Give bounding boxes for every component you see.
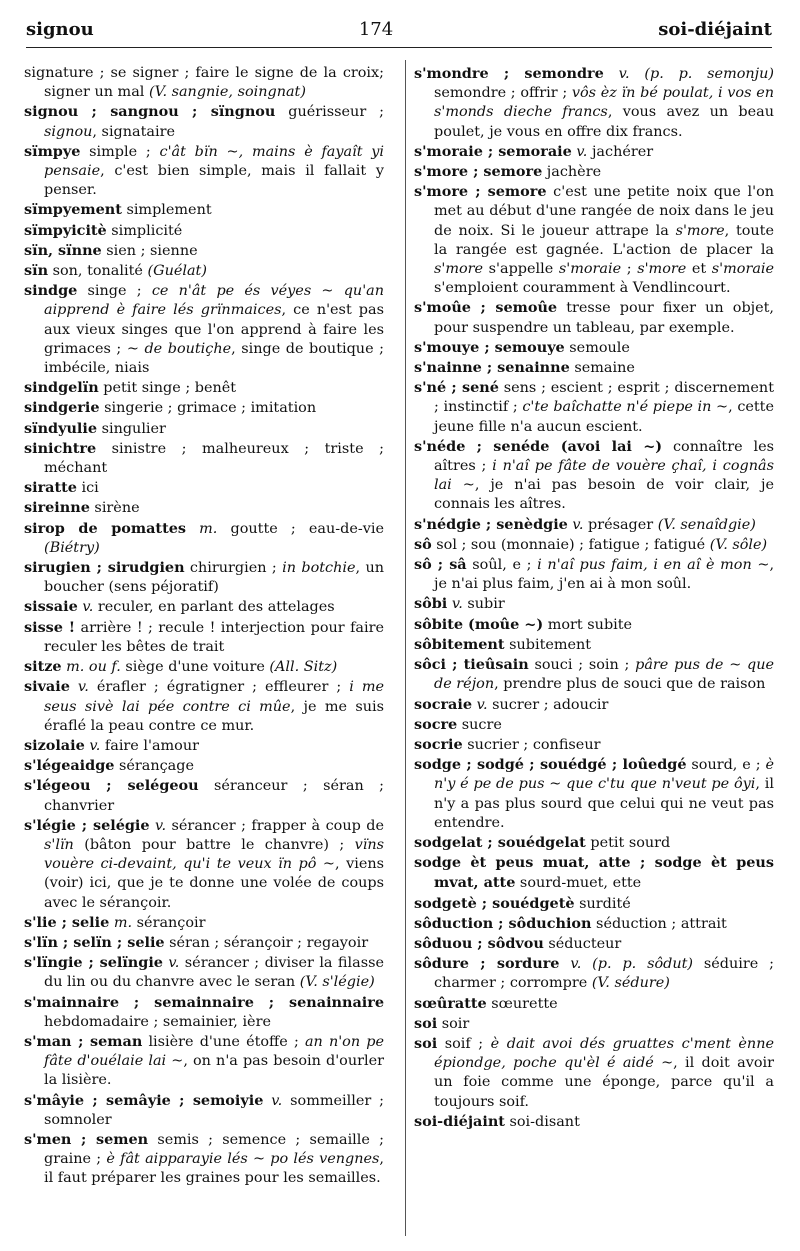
dictionary-entry bbox=[414, 635, 774, 655]
dictionary-entry bbox=[414, 535, 774, 555]
entry-headword: sodgetè ; souédgetè bbox=[414, 894, 575, 912]
entry-italic-text: v. bbox=[168, 955, 180, 972]
entry-headword: s'lïngie ; selïngie bbox=[24, 954, 163, 972]
entry-headword: s'néde ; senéde (avoi lai ~) bbox=[414, 437, 663, 455]
entry-text: , je n'ai pas besoin de voir clair, je connais les aîtres. bbox=[434, 477, 774, 513]
dictionary-entry bbox=[24, 378, 384, 398]
entry-headword: s'mondre ; semondre bbox=[414, 65, 604, 82]
entry-text: chirurgien ; bbox=[184, 560, 283, 577]
entry-headword: sôbite (moûe ~) bbox=[414, 615, 544, 633]
page-number: 174 bbox=[358, 18, 394, 40]
entry-text: , toute la rangée est gagnée. L'action de placer la bbox=[434, 222, 774, 258]
entry-headword: sô ; sâ bbox=[414, 556, 467, 574]
entry-italic-text: (Guélat) bbox=[147, 263, 207, 280]
entry-headword: sodge ; sodgé ; souédgé ; loûedgé bbox=[414, 756, 687, 774]
entry-text: reculer, en parlant des attelages bbox=[93, 599, 335, 616]
dictionary-entry bbox=[414, 715, 774, 735]
column-divider bbox=[405, 60, 406, 1236]
entry-text: sens ; escient ; esprit ; discernement ; instinctif ; bbox=[434, 380, 774, 416]
dictionary-entry bbox=[414, 182, 774, 298]
entry-italic-text: (All. Sitz) bbox=[269, 659, 338, 676]
dictionary-entry bbox=[414, 934, 774, 954]
entry-text: sœurette bbox=[486, 995, 558, 1012]
dictionary-entry bbox=[414, 994, 774, 1014]
entry-italic-text: signou bbox=[44, 123, 93, 140]
dictionary-entry bbox=[414, 833, 774, 853]
entry-text: souci ; soin ; bbox=[528, 657, 636, 674]
left-column bbox=[24, 64, 384, 1189]
dictionary-entry bbox=[24, 398, 384, 418]
entry-italic-text: m. bbox=[199, 520, 218, 537]
entry-text: signature ; se signer ; faire le signe de la croix; signer un mal bbox=[24, 65, 384, 101]
entry-text: séran ; sérançoir ; regayoir bbox=[164, 934, 369, 951]
entry-text: petit singe ; benêt bbox=[98, 380, 237, 397]
dictionary-entry bbox=[24, 281, 384, 378]
entry-headword: s'lie ; selie bbox=[24, 913, 110, 931]
entry-text: soif ; bbox=[437, 1035, 491, 1052]
dictionary-entry bbox=[24, 677, 384, 736]
entry-text: jachérer bbox=[587, 143, 654, 160]
entry-headword: sissaie bbox=[24, 598, 78, 616]
entry-headword: sôci ; tieûsain bbox=[414, 656, 529, 674]
entry-text: s'emploient couramment à Vendlincourt. bbox=[434, 280, 731, 297]
entry-headword: sïndyulie bbox=[24, 419, 98, 437]
entry-text: , il doit avoir un foie comme une éponge, parce qu'il a toujours soif. bbox=[434, 1055, 774, 1110]
entry-headword: sirop de pomattes bbox=[24, 519, 186, 537]
entry-headword: sireinne bbox=[24, 499, 90, 517]
dictionary-entry bbox=[24, 597, 384, 617]
entry-headword: s'mouye ; semouye bbox=[414, 338, 565, 356]
dictionary-entry bbox=[414, 358, 774, 378]
entry-italic-text: v. (p. p. sôdut) bbox=[570, 956, 694, 973]
entry-headword: socre bbox=[414, 715, 458, 733]
entry-text: s'appelle bbox=[483, 261, 559, 278]
entry-italic-text: v. bbox=[476, 696, 488, 713]
dictionary-entry bbox=[414, 954, 774, 993]
entry-italic-text: v. bbox=[451, 596, 463, 613]
entry-headword: sôbi bbox=[414, 595, 448, 613]
entry-text: présager bbox=[583, 516, 658, 533]
entry-headword: soi bbox=[414, 1014, 438, 1032]
entry-italic-text: v. bbox=[576, 143, 588, 160]
entry-headword: s'more ; semore bbox=[414, 183, 547, 201]
entry-text: connaître les aîtres ; bbox=[434, 438, 774, 475]
entry-text: sien ; sienne bbox=[101, 242, 198, 259]
dictionary-entry bbox=[24, 776, 384, 815]
dictionary-entry bbox=[24, 736, 384, 756]
entry-headword: s'lïn ; selïn ; selie bbox=[24, 933, 165, 951]
entry-headword: s'légeou ; selégeou bbox=[24, 777, 199, 795]
entry-text: , c'est bien simple, mais il fallait y penser. bbox=[44, 163, 384, 199]
entry-text: , singe de boutique ; imbécile, niais bbox=[44, 340, 384, 377]
entry-text bbox=[559, 956, 570, 972]
entry-italic-text: in botchie bbox=[282, 560, 356, 577]
entry-text: , un boucher (sens péjoratif) bbox=[44, 560, 384, 596]
entry-headword: sodge èt peus muat, atte ; sodge èt peus mvat, atte bbox=[414, 854, 774, 892]
entry-text: sommeiller ; somnoler bbox=[44, 1092, 384, 1128]
entry-italic-text: ce n'ât pe és véyes ~ qu'an aipprend è faire lés grïnmaices bbox=[44, 283, 384, 319]
dictionary-entry bbox=[24, 439, 384, 478]
dictionary-entry bbox=[24, 618, 384, 657]
dictionary-entry bbox=[24, 756, 384, 776]
entry-text: arrière ! ; recule ! interjection pour faire reculer les bêtes de trait bbox=[44, 619, 384, 655]
entry-text: singerie ; grimace ; imitation bbox=[99, 400, 317, 417]
dictionary-entry bbox=[24, 498, 384, 518]
entry-text: sérancer ; diviser la filasse du lin ou du chanvre avec le seran bbox=[44, 955, 384, 991]
dictionary-entry bbox=[414, 914, 774, 934]
entry-text: , prendre plus de souci que de raison bbox=[494, 676, 766, 693]
entry-headword: socraie bbox=[414, 695, 472, 713]
entry-italic-text: vïns vouère ci-devaint, qu'i te veux ïn pô ~ bbox=[44, 836, 384, 873]
entry-text: , ce n'est pas aux vieux singes que l'on apprend à faire les grimaces ; bbox=[44, 302, 384, 357]
entry-headword: sindgerie bbox=[24, 399, 100, 417]
dictionary-entry bbox=[24, 102, 384, 141]
dictionary-entry bbox=[24, 241, 384, 261]
dictionary-entry bbox=[24, 221, 384, 241]
entry-text: simplicité bbox=[106, 222, 183, 239]
entry-text: siège d'une voiture bbox=[120, 659, 270, 676]
entry-italic-text: v. bbox=[155, 817, 167, 834]
entry-italic-text: (V. s'légie) bbox=[299, 974, 375, 991]
header-last-entry: soi-diéjaint bbox=[658, 18, 772, 40]
dictionary-entry bbox=[24, 953, 384, 992]
entry-headword: s'men ; semen bbox=[24, 1130, 149, 1148]
entry-text: sol ; sou (monnaie) ; fatigue ; fatigué bbox=[431, 536, 710, 553]
entry-text: surdité bbox=[574, 895, 631, 912]
entry-headword: s'mâyie ; semâyie ; semoiyie bbox=[24, 1091, 264, 1109]
entry-italic-text: (V. sôle) bbox=[709, 536, 768, 553]
entry-headword: sizolaie bbox=[24, 736, 85, 754]
entry-italic-text: v. bbox=[271, 1092, 283, 1109]
entry-text: goutte ; eau-de-vie bbox=[217, 520, 384, 537]
entry-headword: s'man ; seman bbox=[24, 1032, 143, 1050]
dictionary-entry bbox=[414, 1112, 774, 1132]
entry-text: singe ; bbox=[77, 283, 152, 300]
entry-text: ici bbox=[76, 480, 99, 497]
entry-text: mort subite bbox=[543, 616, 633, 633]
entry-text: séranceur ; séran ; chanvrier bbox=[44, 778, 384, 814]
entry-text: (bâton pour battre le chanvre) ; bbox=[73, 836, 355, 853]
entry-text: sérancer ; frapper à coup de bbox=[166, 817, 385, 834]
dictionary-entry bbox=[24, 1091, 384, 1130]
entry-headword: sô bbox=[414, 535, 432, 553]
entry-italic-text: pâre pus de ~ que de réjon bbox=[434, 657, 775, 693]
entry-italic-text: an n'on pe fâte d'ouélaie lai ~ bbox=[44, 1033, 384, 1070]
entry-headword: sôduou ; sôdvou bbox=[414, 934, 544, 952]
entry-text: , on n'a pas besoin d'ourler la lisière. bbox=[44, 1053, 384, 1089]
dictionary-entry bbox=[414, 64, 774, 142]
dictionary-entry bbox=[24, 558, 384, 597]
entry-headword: sindge bbox=[24, 282, 78, 300]
entry-headword: s'légeaidge bbox=[24, 757, 115, 775]
entry-text: sourd-muet, ette bbox=[515, 875, 642, 892]
entry-headword: siratte bbox=[24, 479, 77, 497]
dictionary-entry bbox=[414, 378, 774, 437]
entry-text: , il n'y a pas plus sourd que celui qui ne veut pas entendre. bbox=[434, 776, 774, 831]
entry-headword: s'moraie ; semoraie bbox=[414, 142, 572, 160]
entry-text: sinistre ; malheureux ; triste ; méchant bbox=[44, 440, 384, 477]
entry-text: faire l'amour bbox=[100, 737, 199, 754]
entry-text: , il faut préparer les graines pour les semailles. bbox=[44, 1151, 384, 1187]
entry-headword: sïmpye bbox=[24, 142, 81, 160]
dictionary-entry bbox=[414, 162, 774, 182]
entry-text: érafler ; égratigner ; effleurer ; bbox=[88, 679, 350, 696]
entry-text: , signataire bbox=[92, 123, 175, 140]
entry-text: soûl, e ; bbox=[466, 557, 538, 574]
entry-italic-text: (V. senaîdgie) bbox=[657, 516, 756, 533]
entry-italic-text: ~ de boutiçhe bbox=[126, 340, 232, 357]
dictionary-entry bbox=[24, 142, 384, 201]
entry-italic-text: v. bbox=[572, 516, 584, 533]
entry-italic-text: s'more bbox=[637, 261, 687, 278]
entry-italic-text: è dait avoi dés gruattes c'ment ènne épiondge, poche qu'èl é aidé ~ bbox=[434, 1035, 774, 1072]
dictionary-entry bbox=[414, 894, 774, 914]
right-column bbox=[414, 64, 774, 1132]
entry-headword: s'nainne ; senainne bbox=[414, 359, 570, 377]
entry-italic-text: (V. sédure) bbox=[591, 975, 670, 992]
dictionary-entry bbox=[414, 142, 774, 162]
entry-text: séducteur bbox=[543, 935, 622, 952]
entry-headword: sisse ! bbox=[24, 618, 76, 636]
entry-text: semis ; semence ; semaille ; graine ; bbox=[44, 1131, 384, 1168]
dictionary-entry bbox=[24, 933, 384, 953]
dictionary-entry bbox=[414, 655, 774, 694]
entry-text: , je n'ai plus faim, j'en ai à mon soûl. bbox=[434, 557, 775, 593]
dictionary-entry bbox=[24, 816, 384, 913]
entry-headword: s'more ; semore bbox=[414, 163, 543, 181]
entry-text: son, tonalité bbox=[48, 263, 148, 280]
header-first-entry: signou bbox=[26, 18, 94, 40]
entry-text: subir bbox=[462, 596, 505, 613]
entry-italic-text: v. (p. p. semonju) bbox=[618, 66, 774, 82]
entry-text: , viens (voir) ici, que je te donne une volée de coups avec le sérançoir. bbox=[44, 856, 384, 911]
entry-headword: socrie bbox=[414, 735, 463, 753]
entry-text: , vous avez un beau poulet, je vous en offre dix francs. bbox=[434, 104, 774, 140]
entry-italic-text: i me seus sivè lai pée contre ci mûe bbox=[44, 679, 384, 715]
entry-text: lisière d'une étoffe ; bbox=[142, 1033, 305, 1050]
entry-text: séduction ; attrait bbox=[591, 915, 727, 932]
entry-italic-text: (Biétry) bbox=[44, 539, 100, 556]
dictionary-entry bbox=[414, 437, 774, 515]
entry-text: sucre bbox=[457, 716, 502, 733]
entry-text: guérisseur ; bbox=[275, 104, 384, 121]
dictionary-entry bbox=[24, 478, 384, 498]
entry-headword: s'légie ; selégie bbox=[24, 816, 150, 834]
entry-headword: sïn bbox=[24, 262, 49, 280]
entry-text: sirène bbox=[89, 500, 140, 517]
entry-text: tresse pour fixer un objet, pour suspendre un tableau, par exemple. bbox=[434, 300, 774, 336]
entry-italic-text: v. bbox=[89, 737, 101, 754]
entry-headword: sinichtre bbox=[24, 439, 97, 457]
entry-italic-text: i n'aî pe fâte de vouère çhaî, i cognâs lai ~ bbox=[434, 458, 774, 494]
page-header bbox=[26, 16, 772, 42]
entry-italic-text: s'moraie bbox=[558, 261, 622, 278]
entry-italic-text: c'te baîchatte n'é piepe in ~ bbox=[522, 399, 729, 416]
entry-italic-text: è fât aipparayie lés ~ po lés vengnes bbox=[106, 1151, 380, 1168]
dictionary-entry bbox=[414, 338, 774, 358]
entry-headword: sïmpyicitè bbox=[24, 221, 107, 239]
entry-headword: soi-diéjaint bbox=[414, 1112, 505, 1130]
dictionary-entry bbox=[414, 853, 774, 893]
entry-text: ; bbox=[621, 261, 638, 278]
entry-headword: sindgelïn bbox=[24, 379, 99, 397]
dictionary-entry bbox=[414, 515, 774, 535]
dictionary-entry bbox=[24, 1032, 384, 1091]
entry-italic-text: è n'y é pe de pus ~ que c'tu que n'veut pe ôyi bbox=[434, 757, 774, 793]
entry-italic-text: v. bbox=[82, 599, 94, 616]
entry-headword: s'mainnaire ; semainnaire ; senainnaire bbox=[24, 993, 384, 1011]
entry-text: petit sourd bbox=[585, 834, 671, 851]
dictionary-entry bbox=[414, 695, 774, 715]
entry-text bbox=[70, 679, 78, 695]
entry-text: soi-disant bbox=[504, 1113, 580, 1130]
entry-italic-text: (V. sangnie, soingnat) bbox=[148, 84, 306, 101]
entry-text: sucrer ; adoucir bbox=[487, 696, 609, 713]
dictionary-entry bbox=[24, 1130, 384, 1189]
dictionary-entry bbox=[24, 913, 384, 933]
entry-text: semondre ; offrir ; bbox=[434, 85, 572, 102]
entry-text: simplement bbox=[121, 202, 212, 219]
entry-headword: sôduction ; sôduchion bbox=[414, 914, 592, 932]
dictionary-entry bbox=[414, 1014, 774, 1034]
dictionary-entry bbox=[414, 555, 774, 594]
dictionary-entry bbox=[24, 519, 384, 558]
dictionary-entry bbox=[24, 64, 384, 102]
dictionary-entry bbox=[24, 419, 384, 439]
entry-headword: sôdure ; sordure bbox=[414, 955, 560, 973]
entry-headword: soi bbox=[414, 1034, 438, 1052]
entry-italic-text: s'more bbox=[675, 222, 725, 239]
entry-text: subitement bbox=[504, 636, 592, 653]
dictionary-entry bbox=[414, 298, 774, 337]
entry-headword: sôbitement bbox=[414, 635, 505, 653]
entry-italic-text: c'ât bïn ~, mains è fayaît yi pensaie bbox=[44, 143, 384, 180]
entry-text: sérançoir bbox=[132, 914, 206, 931]
dictionary-entry bbox=[24, 261, 384, 281]
entry-text: c'est une petite noix que l'on met au début d'une rangée de noix dans le jeu de noix. Si le joueur attrape la bbox=[434, 184, 774, 239]
entry-text: séduire ; charmer ; corrompre bbox=[434, 956, 774, 992]
entry-italic-text: i n'aî pus faim, i en aî è mon ~ bbox=[537, 557, 770, 574]
entry-headword: sirugien ; sirudgien bbox=[24, 559, 185, 577]
entry-text: sérançage bbox=[114, 758, 194, 775]
entry-headword: sivaie bbox=[24, 678, 70, 696]
entry-headword: s'né ; sené bbox=[414, 379, 499, 397]
entry-text: singulier bbox=[97, 420, 166, 437]
entry-italic-text: m. ou f. bbox=[66, 659, 121, 676]
entry-italic-text: vôs èz ïn bé poulat, i vos en s'monds dieche francs bbox=[434, 85, 774, 121]
entry-text: sourd, e ; bbox=[686, 757, 766, 774]
entry-text: semaine bbox=[569, 360, 635, 377]
entry-text: et bbox=[686, 261, 712, 278]
entry-headword: sœûratte bbox=[414, 994, 487, 1012]
dictionary-entry bbox=[24, 200, 384, 220]
entry-text: jachère bbox=[542, 164, 602, 181]
entry-headword: s'nédgie ; senèdgie bbox=[414, 515, 568, 533]
entry-text: hebdomadaire ; semainier, ière bbox=[44, 1013, 271, 1030]
dictionary-entry bbox=[24, 657, 384, 677]
dictionary-entry bbox=[414, 615, 774, 635]
entry-text: sucrier ; confiseur bbox=[462, 736, 601, 753]
entry-text: , cette jeune fille n'a aucun escient. bbox=[434, 399, 774, 435]
entry-headword: sitze bbox=[24, 658, 62, 676]
entry-text: soir bbox=[437, 1015, 470, 1032]
entry-italic-text: s'more bbox=[434, 261, 484, 278]
entry-italic-text: s'lïn bbox=[44, 836, 74, 853]
entry-italic-text: m. bbox=[113, 914, 133, 931]
dictionary-entry bbox=[414, 1034, 774, 1112]
dictionary-entry bbox=[414, 735, 774, 755]
entry-italic-text: s'moraie bbox=[711, 261, 775, 278]
entry-italic-text: v. bbox=[77, 679, 89, 696]
entry-headword: signou ; sangnou ; sïngnou bbox=[24, 103, 276, 121]
entry-text bbox=[186, 521, 199, 537]
dictionary-entry bbox=[24, 993, 384, 1032]
entry-headword: sïn, sïnne bbox=[24, 241, 102, 259]
entry-headword: sodgelat ; souédgelat bbox=[414, 833, 586, 851]
entry-text bbox=[604, 66, 619, 82]
entry-headword: sïmpyement bbox=[24, 201, 122, 219]
dictionary-entry bbox=[414, 594, 774, 614]
dictionary-entry bbox=[414, 755, 774, 833]
entry-headword: s'moûe ; semoûe bbox=[414, 299, 558, 317]
entry-text: semoule bbox=[564, 339, 630, 356]
header-rule bbox=[26, 47, 772, 48]
entry-text: simple ; bbox=[80, 143, 160, 160]
entry-text: , je me suis éraflé la peau contre ce mur. bbox=[44, 698, 384, 734]
